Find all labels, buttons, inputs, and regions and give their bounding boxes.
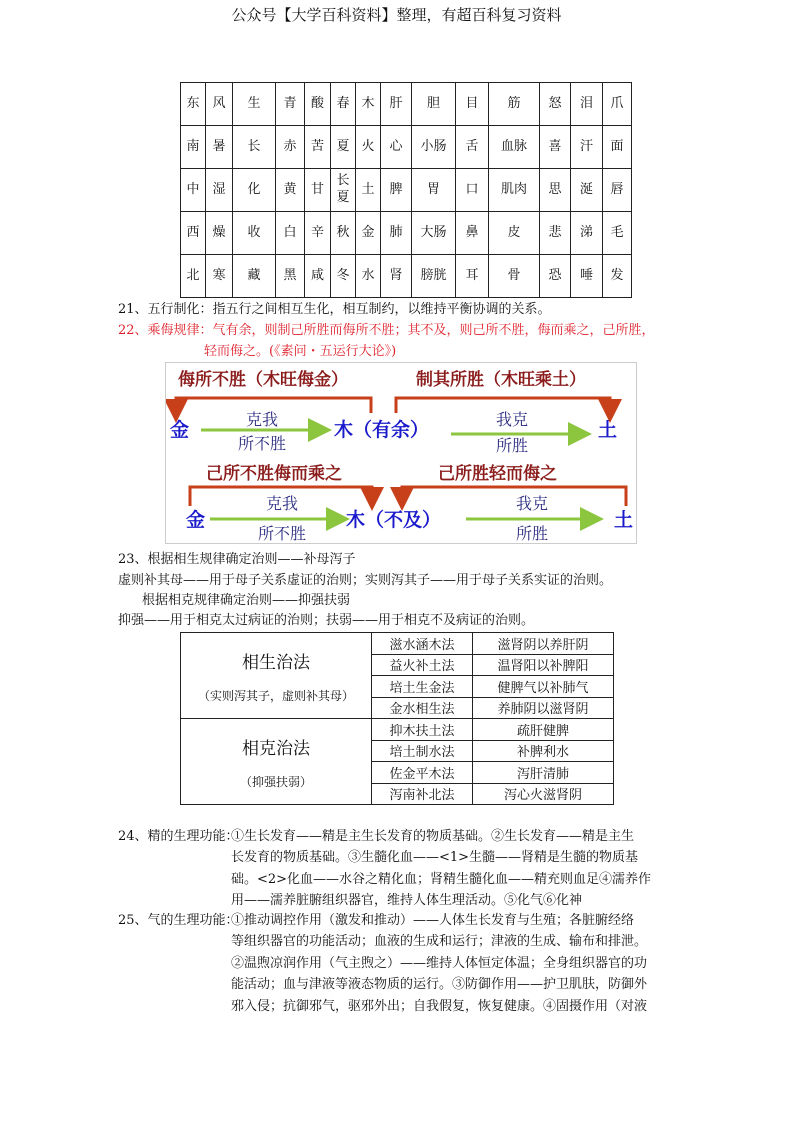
table-cell: 咸: [305, 255, 331, 298]
table-cell: 汗: [571, 126, 603, 169]
table-row: [181, 126, 632, 169]
table-cell: 暑: [206, 126, 233, 169]
group-subtitle: （实则泻其子，虚则补其母）: [197, 688, 354, 703]
table-cell: 面: [603, 126, 632, 169]
label-suo-bu-sheng: 所不胜: [238, 434, 287, 453]
paragraph-line: 础。<2>化血——水谷之精化血；肾精生髓化血——精充则血足④濡养作: [231, 871, 652, 887]
table-cell: 怒: [540, 83, 571, 126]
table-cell: 膀胱: [412, 255, 456, 298]
therapy-group: [181, 719, 372, 805]
table-cell: 风: [206, 83, 233, 126]
element-wood-deficient: 木（不及）: [346, 509, 442, 531]
therapy-table: [180, 632, 614, 805]
item-23-line3: 根据相克规律确定治则——抑强扶弱: [142, 593, 351, 608]
element-earth: 土: [614, 509, 634, 531]
table-cell: 火: [356, 126, 381, 169]
method-description: 补脾利水: [473, 740, 614, 762]
table-cell: 东: [181, 83, 206, 126]
method-name: 益火补土法: [372, 654, 473, 676]
item-22-line2: 轻而侮之。(《素问・五运行大论》): [204, 344, 397, 359]
table-cell: 辛: [305, 212, 331, 255]
diagram-title-top-right: 制其所胜（木旺乘土）: [416, 370, 586, 390]
table-cell: 耳: [456, 255, 489, 298]
label-wo-ke: 我克: [516, 494, 549, 513]
paragraph-line: 邪入侵；抗御邪气，驱邪外出；自我假复，恢复健康。④固摄作用（对液: [231, 998, 648, 1014]
table-cell: 皮: [489, 212, 540, 255]
table-cell: 小肠: [412, 126, 456, 169]
page-header: 公众号【大学百科资料】整理，有超百科复习资料: [231, 6, 562, 24]
method-description: 疏肝健脾: [473, 719, 614, 741]
method-name: 培土制水法: [372, 740, 473, 762]
red-arrow-4: [402, 487, 626, 506]
table-cell: 燥: [206, 212, 233, 255]
paragraph-line: 等组织器官的功能活动；血液的生成和运行；津液的生成、输布和排泄。: [231, 934, 648, 950]
table-cell: 长夏: [331, 169, 356, 212]
element-metal: 金: [170, 419, 190, 441]
table-cell: 涎: [571, 169, 603, 212]
method-description: 滋肾阴以养肝阴: [473, 633, 614, 655]
table-cell: 发: [603, 255, 632, 298]
table-row: [181, 212, 632, 255]
table-cell: 唾: [571, 255, 603, 298]
method-name: 金水相生法: [372, 697, 473, 719]
table-cell: 化: [233, 169, 276, 212]
table-cell: 口: [456, 169, 489, 212]
table-cell: 木: [356, 83, 381, 126]
table-row: [181, 169, 632, 212]
table-cell: 目: [456, 83, 489, 126]
table-row: [181, 83, 632, 126]
group-subtitle: （抑强扶弱）: [239, 774, 312, 789]
table-cell: 脾: [381, 169, 412, 212]
table-cell: 舌: [456, 126, 489, 169]
group-title: 相克治法: [242, 738, 310, 759]
table-row: [181, 255, 632, 298]
paragraph-line: ②温煦凉润作用（气主煦之）——维持人体恒定体温；全身组织器官的功: [231, 955, 648, 971]
table-row: [181, 633, 614, 655]
table-cell: 恐: [540, 255, 571, 298]
table-cell: 心: [381, 126, 412, 169]
table-cell: 生: [233, 83, 276, 126]
method-name: 抑木扶土法: [372, 719, 473, 741]
table-cell: 黄: [276, 169, 305, 212]
table-cell: 肌肉: [489, 169, 540, 212]
label-ke-wo: 克我: [266, 494, 299, 513]
table-cell: 肺: [381, 212, 412, 255]
method-description: 养肺阴以滋肾阴: [473, 697, 614, 719]
item-23-line2: 虚则补其母——用于母子关系虚证的治则；实则泻其子——用于母子关系实证的治则。: [118, 573, 613, 588]
five-elements-table: [180, 82, 632, 298]
table-cell: 冬: [331, 255, 356, 298]
element-wood-excess: 木（有余）: [334, 419, 430, 441]
table-cell: 血脉: [489, 126, 540, 169]
diagram-title-bottom-left: 己所不胜侮而乘之: [206, 464, 342, 484]
table-cell: 爪: [603, 83, 632, 126]
table-cell: 肝: [381, 83, 412, 126]
paragraph-line: 长发育的物质基础。③生髓化血——<1>生髓——肾精是生髓的物质基: [231, 850, 639, 866]
table-cell: 黑: [276, 255, 305, 298]
paragraph-line: 能活动；血与津液等液态物质的运行。③防御作用——护卫肌肤，防御外: [231, 977, 648, 993]
table-cell: 寒: [206, 255, 233, 298]
table-cell: 北: [181, 255, 206, 298]
table-cell: 唇: [603, 169, 632, 212]
table-cell: 悲: [540, 212, 571, 255]
table-cell: 酸: [305, 83, 331, 126]
table-cell: 泪: [571, 83, 603, 126]
label-suo-bu-sheng: 所不胜: [258, 524, 307, 543]
item-23-line4: 抑强——用于相克太过病证的治则；扶弱——用于相克不及病证的治则。: [118, 613, 535, 628]
item-23-line1: 23、根据相生规律确定治则——补母泻子: [118, 552, 356, 567]
table-cell: 鼻: [456, 212, 489, 255]
method-name: 培土生金法: [372, 676, 473, 698]
label-ke-wo: 克我: [246, 410, 279, 429]
table-cell: 喜: [540, 126, 571, 169]
item-25-label: 25、气的生理功能：: [118, 913, 239, 928]
table-cell: 思: [540, 169, 571, 212]
paragraph-line: ①推动调控作用（激发和推动）——人体生长发育与生殖；各脏腑经络: [231, 913, 635, 928]
table-cell: 肾: [381, 255, 412, 298]
method-description: 泻肝清肺: [473, 762, 614, 784]
table-cell: 赤: [276, 126, 305, 169]
table-cell: 春: [331, 83, 356, 126]
paragraph-line: 用——濡养脏腑组织器官，维持人体生理活动。⑤化气⑥化神: [231, 893, 583, 909]
element-metal: 金: [186, 509, 206, 531]
label-suo-sheng: 所胜: [516, 524, 549, 543]
method-name: 佐金平木法: [372, 762, 473, 784]
table-cell: 长: [233, 126, 276, 169]
method-name: 滋水涵木法: [372, 633, 473, 655]
therapy-group: [181, 633, 372, 719]
table-cell: 水: [356, 255, 381, 298]
label-wo-ke: 我克: [496, 410, 529, 429]
item-24-label: 24、精的生理功能：: [118, 829, 239, 844]
table-cell: 苦: [305, 126, 331, 169]
label-suo-sheng: 所胜: [496, 436, 529, 455]
table-cell: 胆: [412, 83, 456, 126]
table-cell: 西: [181, 212, 206, 255]
table-cell: 湿: [206, 169, 233, 212]
table-cell: 收: [233, 212, 276, 255]
table-cell: 秋: [331, 212, 356, 255]
table-cell: 南: [181, 126, 206, 169]
table-cell: 骨: [489, 255, 540, 298]
table-row: [181, 719, 614, 741]
method-description: 健脾气以补肺气: [473, 676, 614, 698]
table-cell: 白: [276, 212, 305, 255]
table-cell: 甘: [305, 169, 331, 212]
table-cell: 青: [276, 83, 305, 126]
table-cell: 藏: [233, 255, 276, 298]
table-cell: 土: [356, 169, 381, 212]
table-cell: 中: [181, 169, 206, 212]
group-title: 相生治法: [242, 652, 310, 673]
table-cell: 涕: [571, 212, 603, 255]
table-cell: 毛: [603, 212, 632, 255]
item-24: [118, 826, 688, 912]
table-cell: 胃: [412, 169, 456, 212]
method-description: 泻心火滋肾阴: [473, 783, 614, 805]
element-earth: 土: [598, 419, 618, 441]
table-cell: 大肠: [412, 212, 456, 255]
method-description: 温肾阳以补脾阳: [473, 654, 614, 676]
method-name: 泻南补北法: [372, 783, 473, 805]
table-cell: 金: [356, 212, 381, 255]
table-cell: 筋: [489, 83, 540, 126]
paragraph-line: ①生长发育——精是主生长发育的物质基础。②生长发育——精是主生: [231, 829, 635, 844]
item-25: [118, 910, 688, 1017]
cheng-wu-diagram: [165, 362, 637, 544]
item-22-line1: 22、乘侮规律：气有余，则制己所胜而侮所不胜；其不及，则己所不胜，侮而乘之，己所胜，: [118, 323, 655, 338]
table-cell: 夏: [331, 126, 356, 169]
item-21: 21、五行制化：指五行之间相互生化，相互制约，以维持平衡协调的关系。: [118, 302, 551, 317]
diagram-title-top-left: 侮所不胜（木旺侮金）: [178, 370, 348, 390]
diagram-title-bottom-right: 己所胜轻而侮之: [438, 464, 557, 484]
